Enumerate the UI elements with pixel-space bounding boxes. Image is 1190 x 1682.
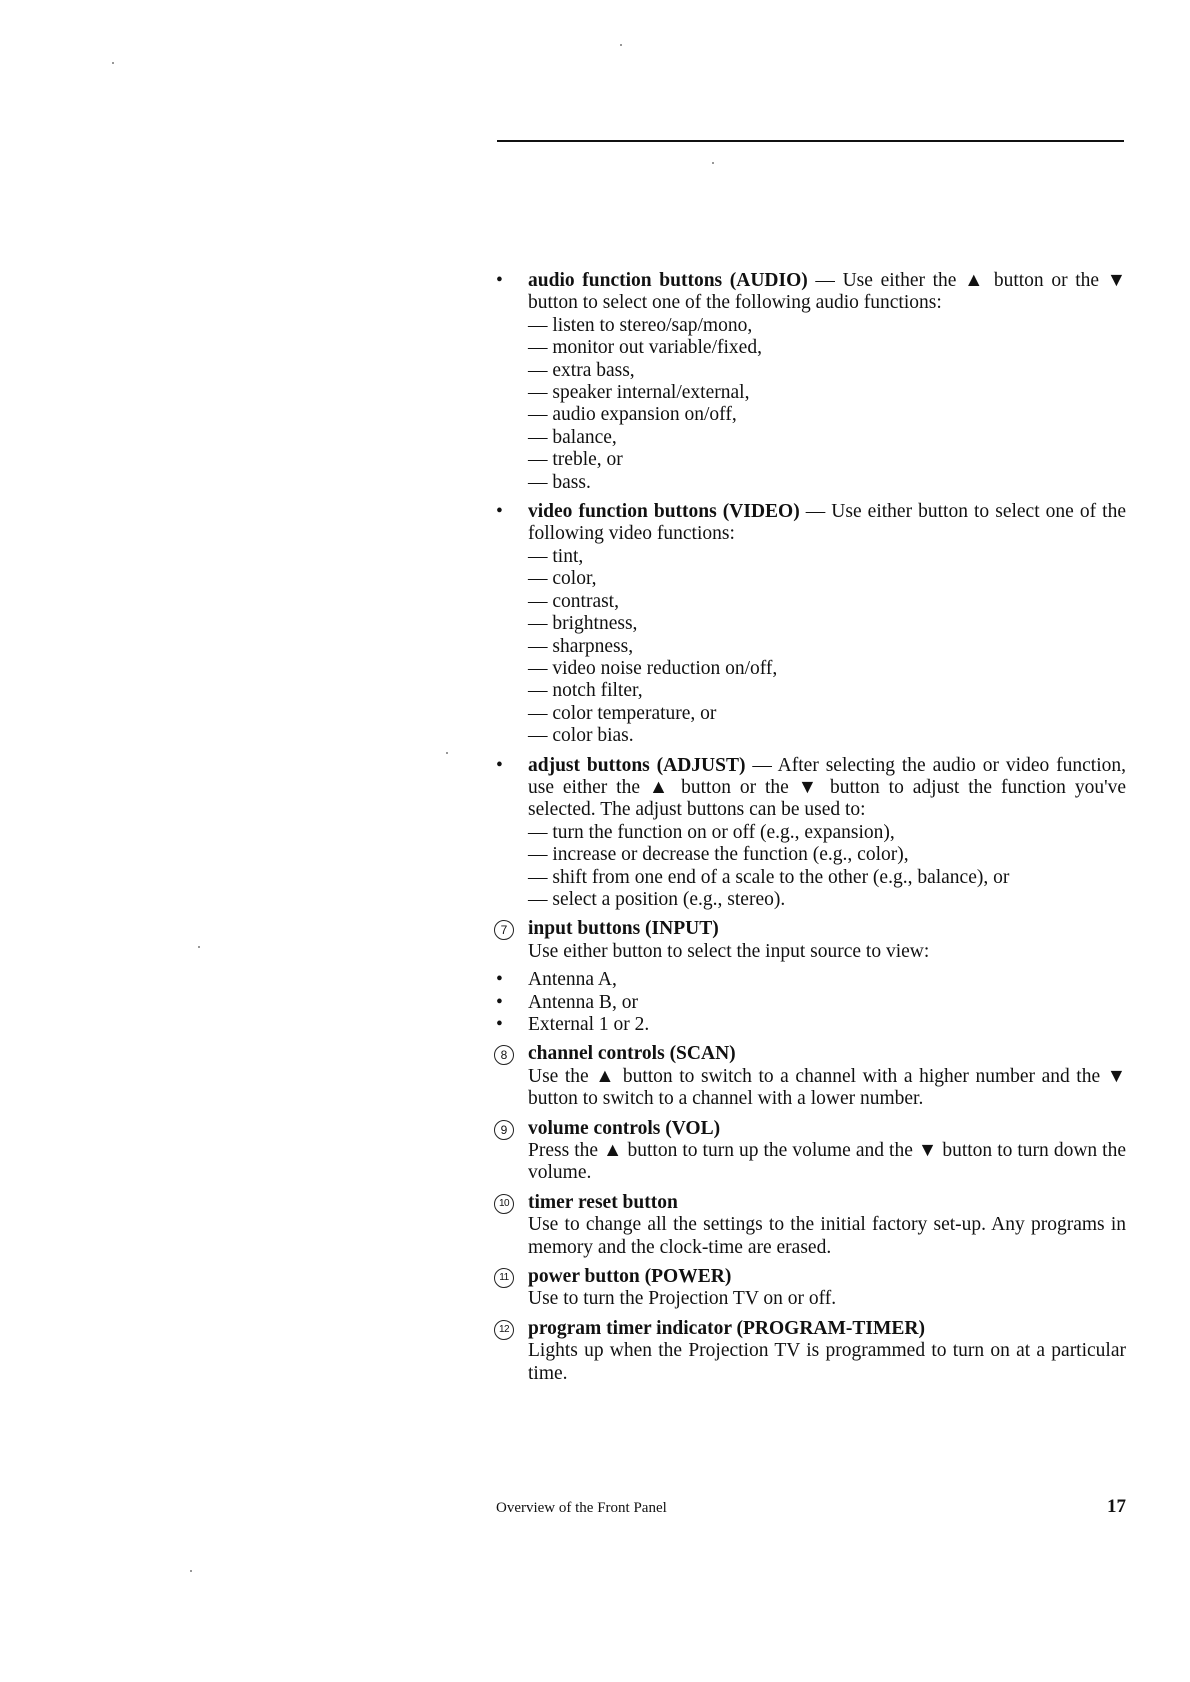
adjust-list bbox=[528, 822, 1126, 912]
list-item: • External 1 or 2. bbox=[496, 1014, 650, 1035]
list-item: — notch filter, bbox=[528, 680, 643, 702]
audio-section bbox=[494, 270, 1126, 494]
audio-text: — Use either the ▲ button or the ▼ button to select one of the following audio functions: bbox=[528, 270, 1126, 314]
list-item: — increase or decrease the function (e.g., color), bbox=[528, 844, 909, 866]
vol-section bbox=[494, 1118, 1126, 1185]
scan-speck bbox=[446, 752, 448, 754]
list-item: — color temperature, or bbox=[528, 702, 717, 724]
video-paragraph bbox=[528, 501, 1126, 546]
bullet: • bbox=[496, 270, 503, 291]
scan-speck bbox=[620, 44, 622, 46]
footer-section-title: Overview of the Front Panel bbox=[496, 1500, 667, 1516]
bullet: • bbox=[496, 754, 503, 776]
power-text: Use to turn the Projection TV on or off. bbox=[528, 1288, 837, 1310]
list-item: — extra bass, bbox=[528, 359, 635, 381]
program-timer-text: Lights up when the Projection TV is programmed to turn on at a particular time. bbox=[528, 1340, 1126, 1384]
audio-paragraph bbox=[528, 270, 1126, 315]
list-item: • Antenna B, or bbox=[496, 991, 638, 1013]
timer-reset-text: Use to change all the settings to the initial factory set-up. Any programs in memory and the clock-time are erased. bbox=[528, 1214, 1126, 1258]
list-item: — color, bbox=[528, 568, 597, 590]
video-section bbox=[494, 501, 1126, 747]
input-text: Use either button to select the input source to view: bbox=[528, 940, 930, 962]
callout-number: 8 bbox=[494, 1045, 514, 1065]
callout-number: 11 bbox=[494, 1268, 514, 1288]
scan-heading: channel controls (SCAN) bbox=[528, 1043, 736, 1065]
list-item: — tint, bbox=[528, 545, 584, 567]
list-item: — color bias. bbox=[528, 725, 634, 747]
adjust-text: — After selecting the audio or video function, use either the ▲ button or the ▼ button to adjust the function you've selected. The adjust buttons can be used to: bbox=[528, 754, 1126, 821]
scan-speck bbox=[712, 162, 714, 164]
list-item: — bass. bbox=[528, 471, 591, 493]
audio-list bbox=[528, 315, 1126, 494]
timer-reset-section bbox=[494, 1192, 1126, 1259]
scan-text: Use the ▲ button to switch to a channel with a higher number and the ▼ button to switch to a channel with a lower number. bbox=[528, 1065, 1126, 1110]
callout-number: 12 bbox=[494, 1320, 514, 1340]
timer-reset-heading: timer reset button bbox=[528, 1191, 678, 1213]
callout-number: 7 bbox=[494, 920, 514, 940]
power-heading: power button (POWER) bbox=[528, 1266, 732, 1288]
page-number: 17 bbox=[1107, 1496, 1126, 1517]
list-item: — shift from one end of a scale to the other (e.g., balance), or bbox=[528, 866, 1010, 888]
list-item: • Antenna A, bbox=[496, 969, 617, 991]
callout-number: 9 bbox=[494, 1120, 514, 1140]
list-item: — sharpness, bbox=[528, 635, 634, 657]
adjust-heading: adjust buttons (ADJUST) bbox=[528, 754, 746, 776]
list-item: — select a position (e.g., stereo). bbox=[528, 888, 786, 910]
input-heading: input buttons (INPUT) bbox=[528, 918, 719, 940]
callout-number: 10 bbox=[494, 1194, 514, 1214]
adjust-section bbox=[494, 755, 1126, 912]
list-item: — brightness, bbox=[528, 613, 638, 635]
list-item: — treble, or bbox=[528, 449, 623, 471]
bullet: • bbox=[496, 991, 503, 1013]
vol-text: Press the ▲ button to turn up the volume and the ▼ button to turn down the volume. bbox=[528, 1140, 1126, 1184]
video-text: — Use either button to select one of the following video functions: bbox=[528, 501, 1126, 545]
video-heading: video function buttons (VIDEO) bbox=[528, 501, 800, 523]
vol-heading: volume controls (VOL) bbox=[528, 1117, 721, 1139]
list-item: — contrast, bbox=[528, 590, 619, 612]
input-section bbox=[494, 918, 1126, 963]
input-sources-list bbox=[494, 969, 1126, 1036]
list-item: — turn the function on or off (e.g., expansion), bbox=[528, 821, 895, 843]
list-item: — speaker internal/external, bbox=[528, 382, 750, 404]
scan-speck bbox=[198, 946, 200, 948]
bullet: • bbox=[496, 1014, 503, 1035]
bullet: • bbox=[496, 501, 503, 523]
program-timer-section bbox=[494, 1318, 1126, 1385]
header-rule bbox=[497, 140, 1124, 142]
list-item: — balance, bbox=[528, 426, 617, 448]
bullet: • bbox=[496, 969, 503, 991]
power-section bbox=[494, 1266, 1126, 1311]
adjust-paragraph bbox=[528, 755, 1126, 822]
scan-section bbox=[494, 1043, 1126, 1110]
list-item: — audio expansion on/off, bbox=[528, 404, 737, 426]
list-item: — video noise reduction on/off, bbox=[528, 657, 778, 679]
page-content bbox=[494, 270, 1126, 1392]
audio-heading: audio function buttons (AUDIO) bbox=[528, 270, 808, 291]
program-timer-heading: program timer indicator (PROGRAM-TIMER) bbox=[528, 1317, 925, 1339]
scan-speck bbox=[190, 1570, 192, 1572]
scan-speck bbox=[112, 62, 114, 64]
list-item: — listen to stereo/sap/mono, bbox=[528, 314, 753, 336]
list-item: — monitor out variable/fixed, bbox=[528, 337, 762, 359]
video-list bbox=[528, 546, 1126, 748]
